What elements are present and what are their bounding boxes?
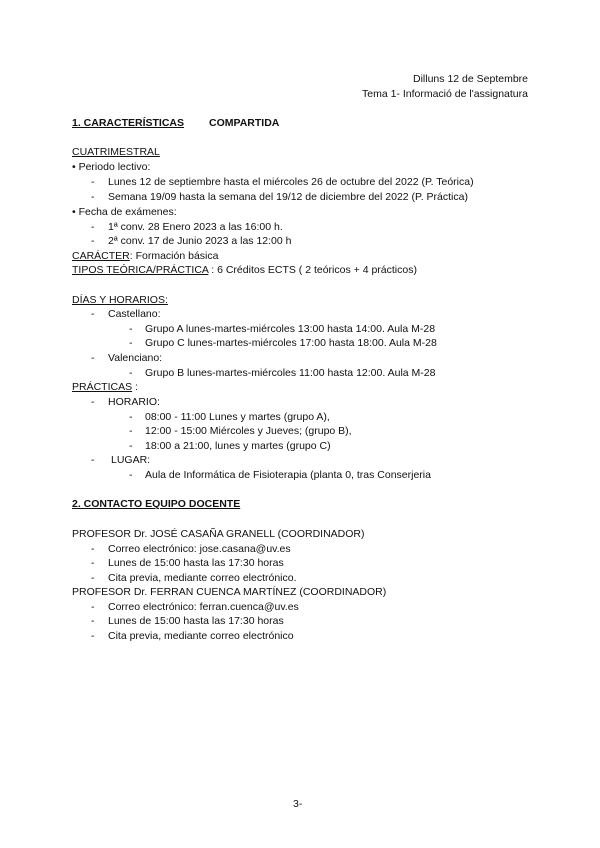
list-item: 1ª conv. 28 Enero 2023 a las 16:00 h. (108, 221, 283, 233)
list-dash: - (91, 191, 95, 203)
list-dash: - (91, 557, 95, 569)
list-item: Grupo C lunes-martes-miércoles 17:00 hasta 18:00. Aula M-28 (145, 337, 437, 349)
list-item: 12:00 - 15:00 Miércoles y Jueves; (grupo B), (145, 425, 352, 437)
list-dash: - (129, 337, 133, 349)
list-dash: - (129, 323, 133, 335)
list-dash: - (91, 454, 95, 466)
list-item: Correo electrónico: jose.casana@uv.es (108, 543, 291, 555)
list-dash: - (91, 572, 95, 584)
caracter-line (72, 250, 218, 263)
periodo-label: • Periodo lectivo: (72, 161, 151, 173)
page-number: 3- (293, 798, 303, 810)
practicas-line (72, 381, 138, 394)
list-dash: - (91, 235, 95, 247)
tipos-line (72, 264, 417, 277)
list-dash: - (91, 308, 95, 320)
list-dash: - (91, 176, 95, 188)
list-item: Semana 19/09 hasta la semana del 19/12 de diciembre del 2022 (P. Práctica) (108, 191, 468, 203)
section1-title: 1. CARACTERÍSTICAS (72, 117, 185, 129)
header-date: Dilluns 12 de Septembre (413, 73, 528, 85)
dias-label: DÍAS Y HORARIOS: (72, 294, 168, 306)
examenes-label: • Fecha de exámenes: (72, 206, 177, 218)
list-dash: - (91, 630, 95, 642)
list-dash: - (91, 601, 95, 613)
list-dash: - (129, 425, 133, 437)
cuatrimestral-label: CUATRIMESTRAL (72, 146, 160, 158)
professor-name: PROFESOR Dr. JOSÉ CASAÑA GRANELL (COORDINADOR) (72, 528, 365, 540)
caracter-value: : Formación básica (129, 250, 219, 262)
section2-title: 2. CONTACTO EQUIPO DOCENTE (72, 498, 241, 510)
list-dash: - (91, 221, 95, 233)
list-item: Lunes 12 de septiembre hasta el miércoles 26 de octubre del 2022 (P. Teórica) (108, 176, 474, 188)
list-item: Aula de Informática de Fisioterapia (planta 0, tras Conserjeria (145, 469, 431, 481)
list-item: Grupo A lunes-martes-miércoles 13:00 hasta 14:00. Aula M-28 (145, 323, 436, 335)
castellano-label: Castellano: (108, 308, 161, 320)
practicas-label: PRÁCTICAS (72, 381, 133, 393)
list-item: 18:00 a 21:00, lunes y martes (grupo C) (145, 440, 331, 452)
header-topic: Tema 1- Informació de l'assignatura (361, 88, 528, 100)
list-item: Cita previa, mediante correo electrónico. (108, 572, 297, 584)
list-item: Lunes de 15:00 hasta las 17:30 horas (108, 557, 284, 569)
caracter-label: CARÁCTER (72, 250, 130, 262)
valenciano-label: Valenciano: (108, 352, 163, 364)
practicas-colon: : (132, 381, 138, 393)
list-dash: - (91, 543, 95, 555)
horario-label: HORARIO: (108, 396, 160, 408)
list-item: 2ª conv. 17 de Junio 2023 a las 12:00 h (108, 235, 292, 247)
list-item: Grupo B lunes-martes-miércoles 11:00 hasta 12:00. Aula M-28 (145, 367, 436, 379)
lugar-label: LUGAR: (111, 454, 151, 466)
section1-tag: COMPARTIDA (209, 117, 280, 129)
tipos-value: : 6 Créditos ECTS ( 2 teóricos + 4 prácticos) (208, 264, 417, 276)
list-dash: - (129, 469, 133, 481)
list-item: 08:00 - 11:00 Lunes y martes (grupo A), (145, 411, 330, 423)
list-dash: - (91, 352, 95, 364)
list-item: Lunes de 15:00 hasta las 17:30 horas (108, 615, 284, 627)
list-item: Correo electrónico: ferran.cuenca@uv.es (108, 601, 299, 613)
tipos-label: TIPOS TEÓRICA/PRÁCTICA (72, 264, 209, 276)
list-dash: - (129, 411, 133, 423)
list-dash: - (129, 440, 133, 452)
list-dash: - (91, 396, 95, 408)
professor-name: PROFESOR Dr. FERRAN CUENCA MARTÍNEZ (COORDINADOR) (72, 586, 387, 598)
list-dash: - (91, 615, 95, 627)
list-item: Cita previa, mediante correo electrónico (108, 630, 294, 642)
list-dash: - (129, 367, 133, 379)
